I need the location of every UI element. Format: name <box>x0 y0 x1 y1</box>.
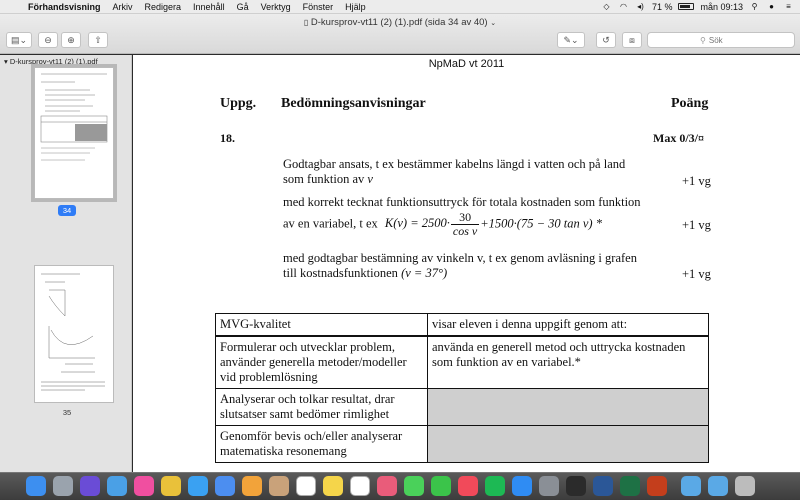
notification-center-icon[interactable]: ≡ <box>786 2 791 11</box>
page-34-preview <box>35 68 113 198</box>
page-number-badge-34: 34 <box>58 205 76 216</box>
search-input[interactable] <box>709 36 789 45</box>
calendar-icon[interactable] <box>296 476 316 496</box>
mail-icon[interactable] <box>215 476 235 496</box>
sidebar-toggle-button[interactable] <box>6 32 32 48</box>
terminal-icon[interactable] <box>566 476 586 496</box>
page-number-35: 35 <box>62 408 72 417</box>
criterion-2-fraction <box>451 211 479 238</box>
zoom-in-icon: ⊕ <box>67 34 75 45</box>
safari-icon[interactable] <box>188 476 208 496</box>
photos2-icon[interactable] <box>377 476 397 496</box>
share-button[interactable] <box>88 32 108 48</box>
toolbox-icon: ⧈ <box>629 34 635 45</box>
pen-icon: ✎⌄ <box>563 34 579 45</box>
folder-icon[interactable] <box>681 476 701 496</box>
thumbnail-page-35[interactable] <box>34 265 114 403</box>
battery-icon[interactable] <box>678 3 694 10</box>
sidebar-icon: ▤⌄ <box>10 34 28 45</box>
criterion-3-line2 <box>283 266 637 281</box>
criterion-2 <box>283 195 641 210</box>
notes-icon[interactable] <box>323 476 343 496</box>
criterion-3-line1: med godtagbar bestämning av vinkeln v, t ex genom avläsning i grafen <box>283 251 637 265</box>
itunes-icon[interactable] <box>134 476 154 496</box>
criterion-1-points: +1 vg <box>682 174 711 188</box>
markup-button[interactable] <box>557 32 585 48</box>
word-icon[interactable] <box>593 476 613 496</box>
spotify-icon[interactable] <box>485 476 505 496</box>
volume-icon[interactable]: ◂) <box>637 2 644 11</box>
table-cell-quality: Formulerar och utvecklar problem, använder generella metoder/modeller vid problemlösning <box>216 336 428 389</box>
settings-icon[interactable] <box>539 476 559 496</box>
table-cell-shaded <box>428 389 709 426</box>
rotate-icon: ↺ <box>602 34 610 45</box>
sidebar-filename-text: D-kursprov-vt11 (2) (1).pdf <box>9 57 98 66</box>
table-row <box>216 389 709 426</box>
facetime-icon[interactable] <box>431 476 451 496</box>
table-header-evidence: visar eleven i denna uppgift genom att: <box>428 314 709 337</box>
downloads-icon[interactable] <box>708 476 728 496</box>
window-toolbar <box>0 14 800 54</box>
criterion-3 <box>283 251 637 281</box>
document-view[interactable] <box>133 55 800 472</box>
fraction-denominator: cos v <box>452 224 478 238</box>
preview-icon[interactable] <box>107 476 127 496</box>
criterion-3-points: +1 vg <box>682 267 711 281</box>
search-icon: ⚲ <box>700 35 706 45</box>
zoom-out-icon: ⊖ <box>44 34 52 45</box>
column-heading-bedomning: Bedömningsanvisningar <box>281 96 426 111</box>
table-cell-quality: Genomför bevis och/eller analyserar matematiska resonemang <box>216 426 428 463</box>
table-row <box>216 426 709 463</box>
table-row <box>216 336 709 389</box>
trash-icon[interactable] <box>735 476 755 496</box>
criterion-3-formula: (v = 37°) <box>401 266 448 280</box>
max-points: Max 0/3/¤ <box>653 131 704 145</box>
contacts-icon[interactable] <box>269 476 289 496</box>
document-header: NpMaD vt 2011 <box>428 58 505 70</box>
criterion-1-var: v <box>367 172 373 186</box>
siri-icon[interactable] <box>80 476 100 496</box>
clock[interactable]: mån 09:13 <box>700 1 743 12</box>
search-field[interactable] <box>647 32 795 48</box>
criterion-1 <box>283 157 625 187</box>
page-35-preview <box>35 266 113 402</box>
music-icon[interactable] <box>458 476 478 496</box>
disclosure-triangle-icon[interactable]: ▾ <box>4 57 8 66</box>
table-cell-evidence: använda en generell metod och uttrycka kostnaden som funktion av en variabel.* <box>428 336 709 389</box>
column-heading-poang: Poäng <box>671 96 709 111</box>
menu-fonster[interactable]: Fönster <box>302 1 334 12</box>
menu-verktyg[interactable]: Verktyg <box>260 1 291 12</box>
menu-innehall[interactable]: Innehåll <box>193 1 225 12</box>
menu-arkiv[interactable]: Arkiv <box>112 1 133 12</box>
criterion-3-text: till kostnadsfunktionen <box>283 266 398 280</box>
column-heading-uppg: Uppg. <box>220 96 257 111</box>
table-header-row <box>216 314 709 337</box>
criterion-2-formula-line <box>283 211 602 238</box>
title-chevron-icon[interactable]: ⌄ <box>490 20 497 27</box>
powerpoint-icon[interactable] <box>647 476 667 496</box>
rotate-button[interactable] <box>596 32 616 48</box>
user-icon[interactable]: ● <box>769 2 774 11</box>
launchpad-icon[interactable] <box>53 476 73 496</box>
finder-icon[interactable] <box>26 476 46 496</box>
criterion-2-formula-right: +1500·(75 − 30 tan v) * <box>480 216 602 231</box>
appstore-icon[interactable] <box>512 476 532 496</box>
table-cell-quality: Analyserar och tolkar resultat, drar slutsatser samt bedömer rimlighet <box>216 389 428 426</box>
criterion-2-line1: med korrekt tecknat funktionsuttryck för totala kostnaden som funktion <box>283 195 641 209</box>
document-icon: ▯ <box>303 18 309 27</box>
menu-hjalp[interactable]: Hjälp <box>345 1 366 12</box>
thumbnail-page-34[interactable] <box>34 67 114 199</box>
dropbox-icon[interactable]: ◇ <box>603 2 610 11</box>
table-header-quality: MVG-kvalitet <box>216 314 428 337</box>
reminders-icon[interactable] <box>350 476 370 496</box>
fraction-numerator: 30 <box>451 211 479 225</box>
menu-bar <box>0 0 800 14</box>
zoom-out-button[interactable] <box>38 32 58 48</box>
battery-percent[interactable]: 71 % <box>651 1 673 12</box>
criterion-1-line2 <box>283 172 625 187</box>
zoom-in-button[interactable] <box>61 32 81 48</box>
task-number: 18. <box>220 131 235 145</box>
toolbox-button[interactable] <box>622 32 642 48</box>
window-title-text: D-kursprov-vt11 (2) (1).pdf (sida 34 av 40) <box>310 17 488 28</box>
criterion-2-points: +1 vg <box>682 218 711 232</box>
menu-app-name[interactable]: Förhandsvisning <box>28 1 101 12</box>
excel-icon[interactable] <box>620 476 640 496</box>
spotlight-icon[interactable]: ⚲ <box>751 2 758 11</box>
status-area <box>601 2 800 12</box>
share-icon: ⇧ <box>94 34 102 45</box>
wifi-icon[interactable]: ◠ <box>619 2 627 11</box>
photos-icon[interactable] <box>242 476 262 496</box>
criterion-2-prefix: av en variabel, t ex <box>283 216 378 231</box>
chrome-icon[interactable] <box>161 476 181 496</box>
dock <box>0 472 800 500</box>
criterion-1-text: som funktion av <box>283 172 365 186</box>
sidebar-filename[interactable] <box>4 57 98 66</box>
menu-ga[interactable]: Gå <box>236 1 249 12</box>
criterion-2-formula-left: K(v) = 2500· <box>384 216 450 231</box>
criterion-1-line1: Godtagbar ansats, t ex bestämmer kabelns längd i vatten och på land <box>283 157 626 171</box>
messages-icon[interactable] <box>404 476 424 496</box>
menu-redigera[interactable]: Redigera <box>144 1 182 12</box>
mvg-table <box>215 313 709 463</box>
thumbnail-sidebar <box>0 55 132 472</box>
window-title <box>0 17 800 28</box>
table-cell-shaded <box>428 426 709 463</box>
